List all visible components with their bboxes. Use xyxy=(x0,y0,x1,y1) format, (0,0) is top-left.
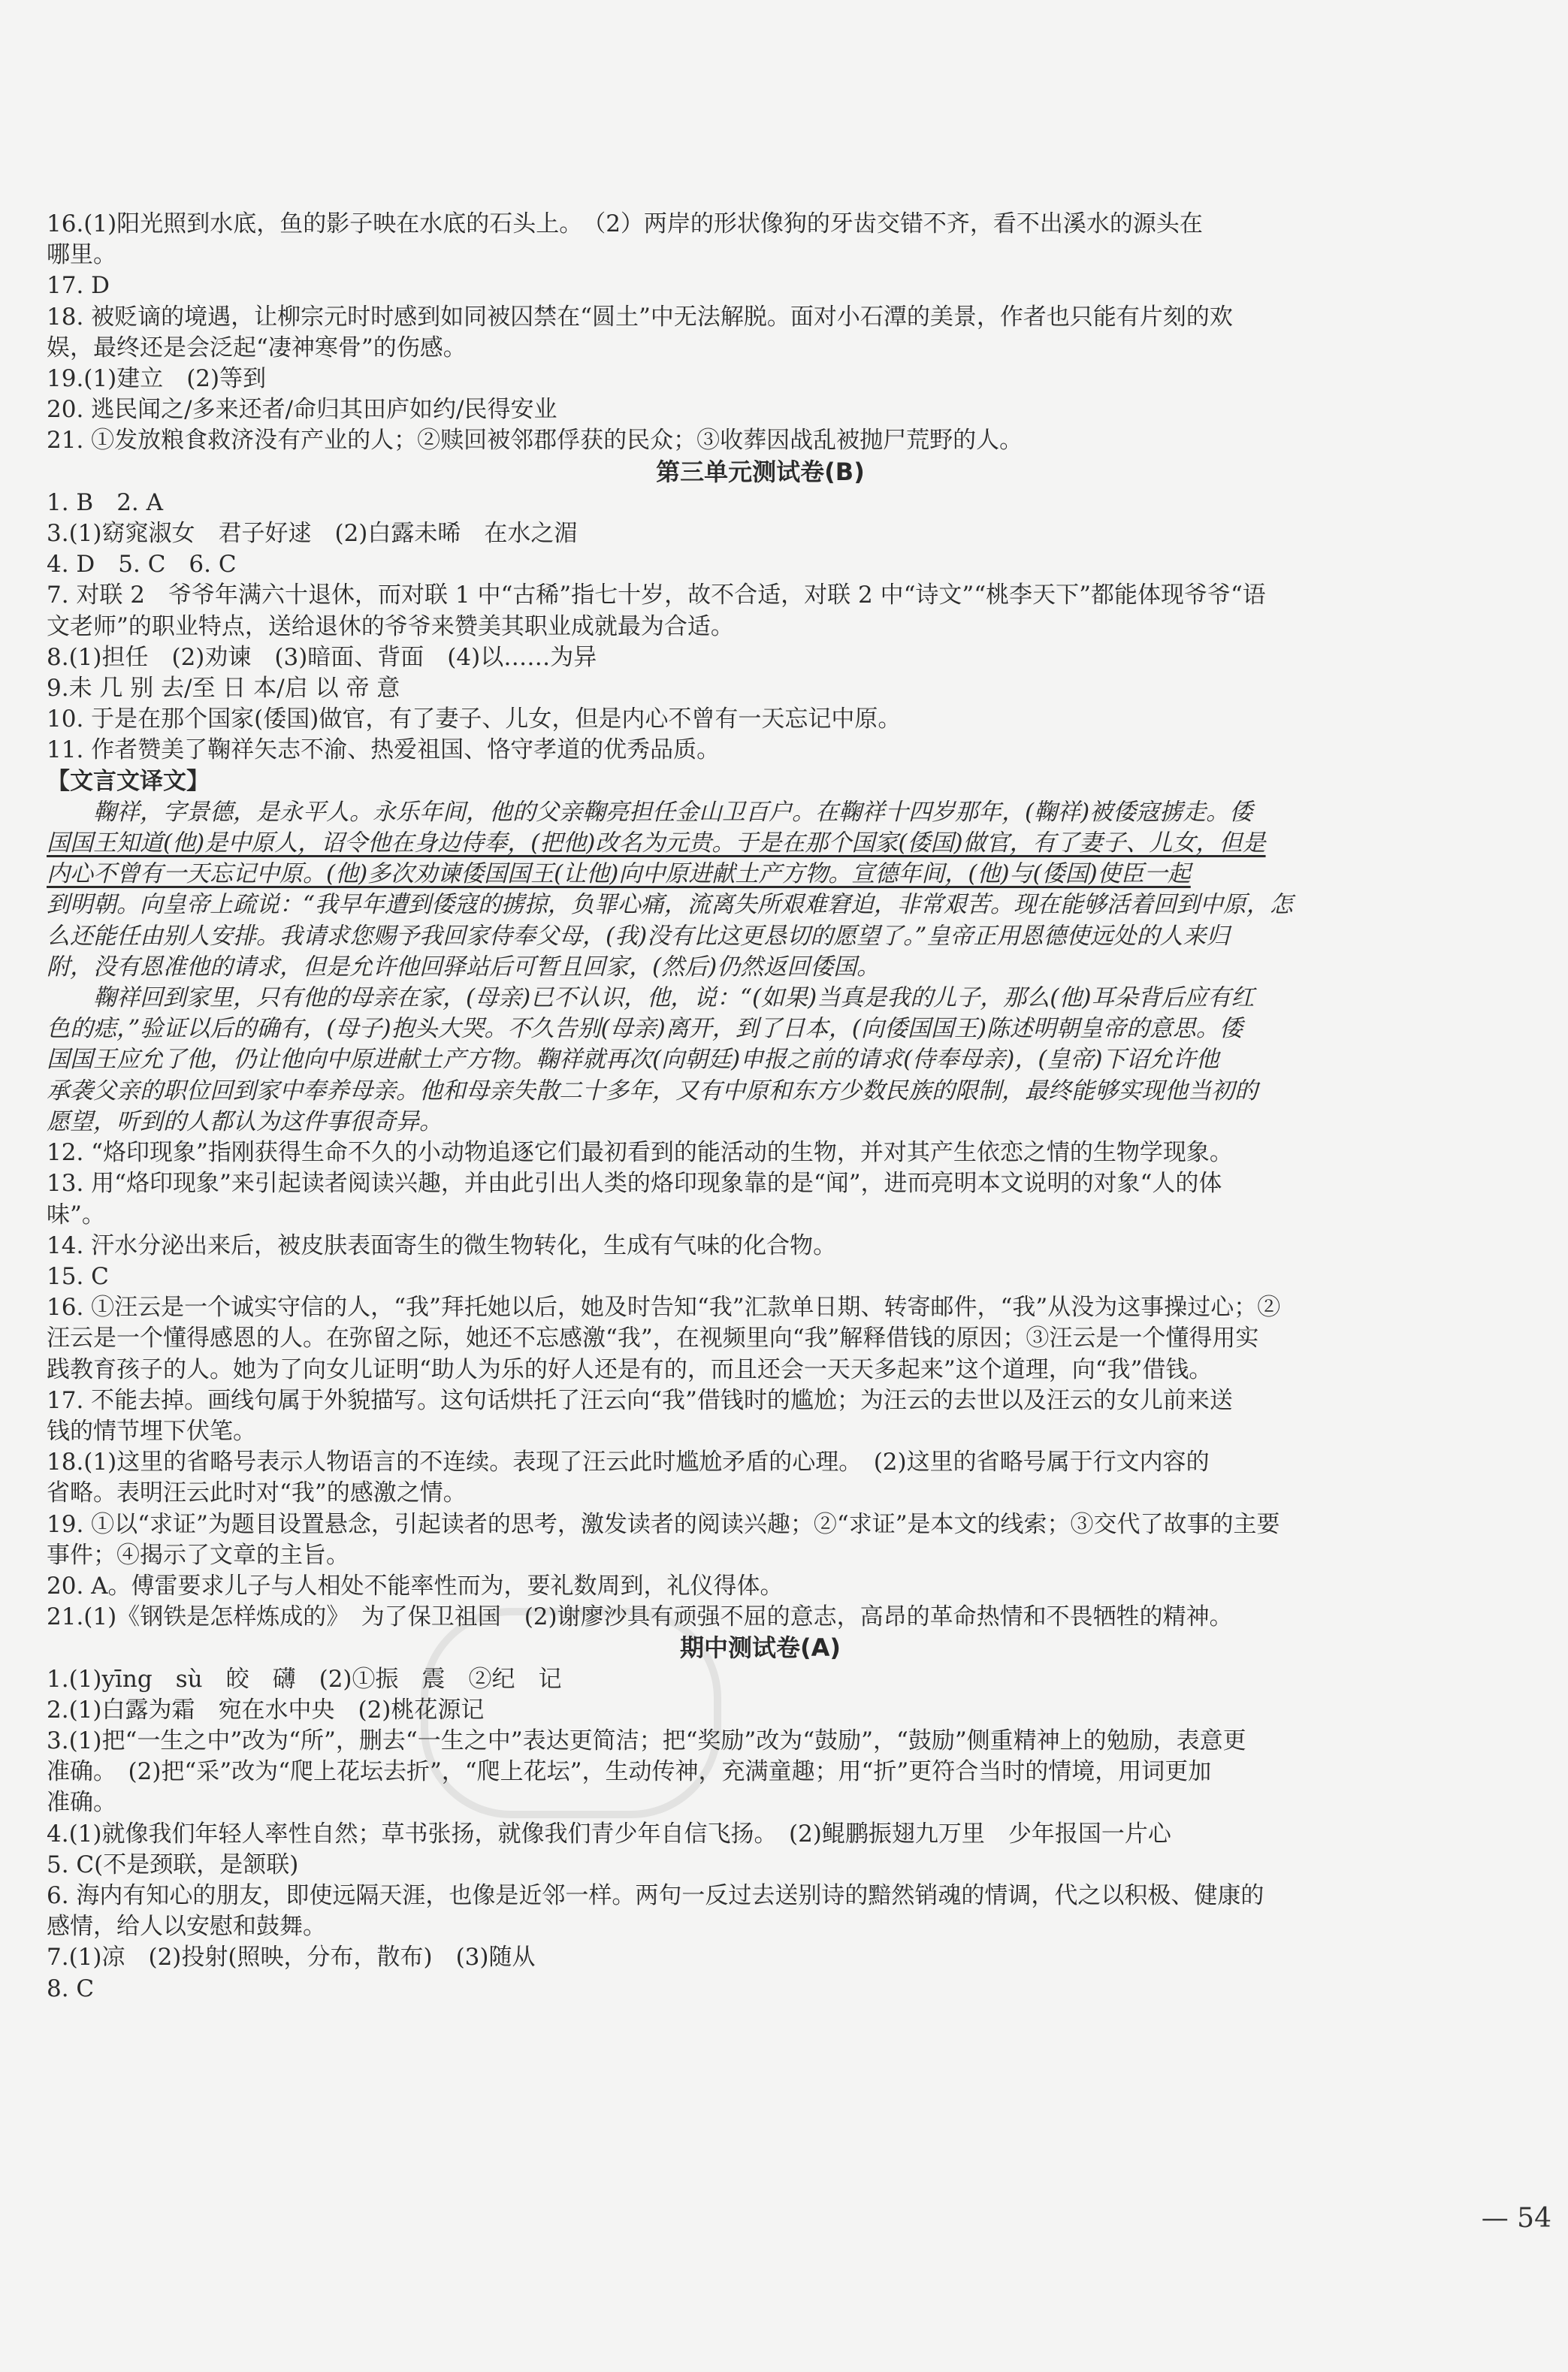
answer-line: 哪里。 xyxy=(47,241,116,269)
answer-line: 3.(1)把“一生之中”改为“所”，删去“一生之中”表达更简洁；把“奖励”改为“鼓励”，“鼓励”侧重精神上的勉励，表意更 xyxy=(47,1727,1246,1754)
translation-line: 国国王知道(他)是中原人，诏令他在身边侍奉，(把他)改名为元贵。于是在那个国家(倭国)做官，有了妻子、儿女，但是 xyxy=(47,829,1266,857)
translation-line: 愿望，听到的人都认为这件事很奇异。 xyxy=(47,1107,443,1135)
answer-line: 5. C(不是颈联，是颔联) xyxy=(47,1851,299,1878)
answer-line: 7. 对联 2 爷爷年满六十退休，而对联 1 中“古稀”指七十岁，故不合适，对联 2 中“诗文”“桃李天下”都能体现爷爷“语 xyxy=(47,582,1266,609)
answer-line: 味”。 xyxy=(47,1201,105,1228)
answer-line: 14. 汗水分泌出来后，被皮肤表面寄生的微生物转化，生成有气味的化合物。 xyxy=(47,1231,837,1259)
answer-line: 1.(1)yīng sù 皎 礴 (2)①振 震 ②纪 记 xyxy=(47,1665,562,1693)
answer-line: 3.(1)窈窕淑女 君子好逑 (2)白露未晞 在水之湄 xyxy=(47,520,578,548)
answer-line: 1. B 2. A xyxy=(47,488,164,516)
answer-line: 17. 不能去掉。画线句属于外貌描写。这句话烘托了汪云向“我”借钱时的尴尬；为汪云的去世以及汪云的女儿前来送 xyxy=(47,1386,1233,1414)
answer-line: 20. A。傅雷要求儿子与人相处不能率性而为，要礼数周到，礼仪得体。 xyxy=(47,1572,784,1600)
translation-paragraph-1 xyxy=(47,797,1474,983)
answer-line: 18.(1)这里的省略号表示人物语言的不连续。表现了汪云此时尴尬矛盾的心理。 (2)这里的省略号属于行文内容的 xyxy=(47,1449,1210,1476)
answer-line: 18. 被贬谪的境遇，让柳宗元时时感到如同被囚禁在“圆土”中无法解脱。面对小石潭的美景，作者也只能有片刻的欢 xyxy=(47,303,1233,331)
answer-line: 汪云是一个懂得感恩的人。在弥留之际，她还不忘感激“我”，在视频里向“我”解释借钱的原因；③汪云是一个懂得用实 xyxy=(47,1325,1259,1352)
answer-line: 感情，给人以安慰和鼓舞。 xyxy=(47,1913,326,1941)
answer-line: 20. 逃民闻之/多来还者/命归其田庐如约/民得安业 xyxy=(47,396,557,424)
translation-line: 色的痣，”验证以后的确有，(母子)抱头大哭。不久告别(母亲)离开，到了日本，(向倭国国王)陈述明朝皇帝的意思。倭 xyxy=(47,1015,1243,1043)
translation-paragraph-2 xyxy=(47,983,1474,1138)
answer-line: 践教育孩子的人。她为了向女儿证明“助人为乐的好人还是有的，而且还会一天天多起来”这个道理，向“我”借钱。 xyxy=(47,1355,1213,1383)
answer-line: 15. C xyxy=(47,1262,109,1290)
answer-line: 9.未 几 别 去/至 日 本/启 以 帝 意 xyxy=(47,675,400,703)
translation-title: 【文言文译文】 xyxy=(47,767,210,795)
answer-line: 8.(1)担任 (2)劝谏 (3)暗面、背面 (4)以……为异 xyxy=(47,643,597,671)
translation-line: 承袭父亲的职位回到家中奉养母亲。他和母亲失散二十多年，又有中原和东方少数民族的限制，最终能够实现他当初的 xyxy=(47,1077,1258,1104)
answer-content xyxy=(47,209,1474,2005)
answer-line: 4. D 5. C 6. C xyxy=(47,551,237,579)
section-title-unit3-b: 第三单元测试卷(B) xyxy=(656,457,865,486)
translation-line: 国国王应允了他，仍让他向中原进献土产方物。鞠祥就再次(向朝廷)申报之前的请求(侍奉母亲)，(皇帝)下诏允许他 xyxy=(47,1046,1219,1074)
answer-line: 事件；④揭示了文章的主旨。 xyxy=(47,1541,349,1569)
answer-line: 16. ①汪云是一个诚实守信的人，“我”拜托她以后，她及时告知“我”汇款单日期、转寄邮件，“我”从没为这事操过心；② xyxy=(47,1294,1281,1322)
translation-line: 附，没有恩准他的请求，但是允许他回驿站后可暂且回家，(然后)仍然返回倭国。 xyxy=(47,953,881,981)
answer-line: 19.(1)建立 (2)等到 xyxy=(47,365,267,393)
translation-line: 么还能任由别人安排。我请求您赐予我回家侍奉父母，(我)没有比这更恳切的愿望了。”皇帝正用恩德使远处的人来归 xyxy=(47,922,1230,950)
answer-line: 娱，最终还是会泛起“凄神寒骨”的伤感。 xyxy=(47,334,467,361)
answer-line: 13. 用“烙印现象”来引起读者阅读兴趣，并由此引出人类的烙印现象靠的是“闻”，进而亮明本文说明的对象“人的体 xyxy=(47,1170,1222,1198)
section-title-midterm-a: 期中测试卷(A) xyxy=(679,1633,841,1663)
answer-line: 8. C xyxy=(47,1975,95,2002)
answer-line: 文老师”的职业特点，送给退休的爷爷来赞美其职业成就最为合适。 xyxy=(47,612,734,640)
answer-line: 4.(1)就像我们年轻人率性自然；草书张扬，就像我们青少年自信飞扬。 (2)鲲鹏振翅九万里 少年报国一片心 xyxy=(47,1820,1171,1848)
answer-line: 11. 作者赞美了鞠祥矢志不渝、热爱祖国、恪守孝道的优秀品质。 xyxy=(47,736,721,764)
translation-line: 鞠祥，字景德，是永平人。永乐年间，他的父亲鞠亮担任金山卫百户。在鞠祥十四岁那年，(鞠祥)被倭寇掳走。倭 xyxy=(93,798,1253,826)
answer-line: 21. ①发放粮食救济没有产业的人；②赎回被邻郡俘获的民众；③收葬因战乱被抛尸荒野的人。 xyxy=(47,427,1023,455)
page-number: — 54 xyxy=(1481,2203,1551,2234)
translation-line: 鞠祥回到家里，只有他的母亲在家，(母亲)已不认识，他，说：“(如果)当真是我的儿子，那么(他)耳朵背后应有红 xyxy=(93,984,1255,1012)
answer-line: 省略。表明汪云此时对“我”的感激之情。 xyxy=(47,1479,467,1507)
answer-line: 钱的情节埋下伏笔。 xyxy=(47,1417,256,1445)
answer-line: 7.(1)凉 (2)投射(照映，分布，散布) (3)随从 xyxy=(47,1944,536,1972)
answer-line: 19. ①以“求证”为题目设置悬念，引起读者的思考，激发读者的阅读兴趣；②“求证”是本文的线索；③交代了故事的主要 xyxy=(47,1510,1280,1538)
answer-line: 准确。 xyxy=(47,1789,116,1817)
answer-line: 2.(1)白露为霜 宛在水中央 (2)桃花源记 xyxy=(47,1696,485,1724)
answer-line: 16.(1)阳光照到水底，鱼的影子映在水底的石头上。 （2）两岸的形状像狗的牙齿交错不齐，看不出溪水的源头在 xyxy=(47,210,1203,237)
answer-line: 17. D xyxy=(47,272,110,300)
answer-line: 12. “烙印现象”指刚获得生命不久的小动物追逐它们最初看到的能活动的生物，并对其产生依恋之情的生物学现象。 xyxy=(47,1139,1233,1167)
answer-line: 6. 海内有知心的朋友，即使远隔天涯，也像是近邻一样。两句一反过去送别诗的黯然销魂的情调，代之以积极、健康的 xyxy=(47,1881,1264,1909)
translation-line: 内心不曾有一天忘记中原。(他)多次劝谏倭国国王(让他)向中原进献土产方物。宣德年间，(他)与(倭国)使臣一起 xyxy=(47,860,1191,888)
translation-line: 到明朝。向皇帝上疏说：“我早年遭到倭寇的掳掠，负罪心痛，流离失所艰难窘迫，非常艰苦。现在能够活着回到中原，怎 xyxy=(47,891,1293,919)
answer-line: 准确。 (2)把“采”改为“爬上花坛去折”，“爬上花坛”，生动传神，充满童趣；用“折”更符合当时的情境，用词更加 xyxy=(47,1758,1212,1786)
answer-line: 21.(1)《钢铁是怎样炼成的》 为了保卫祖国 (2)谢廖沙具有顽强不屈的意志，高昂的革命热情和不畏牺牲的精神。 xyxy=(47,1603,1233,1631)
answer-line: 10. 于是在那个国家(倭国)做官，有了妻子、儿女，但是内心不曾有一天忘记中原。 xyxy=(47,706,902,733)
